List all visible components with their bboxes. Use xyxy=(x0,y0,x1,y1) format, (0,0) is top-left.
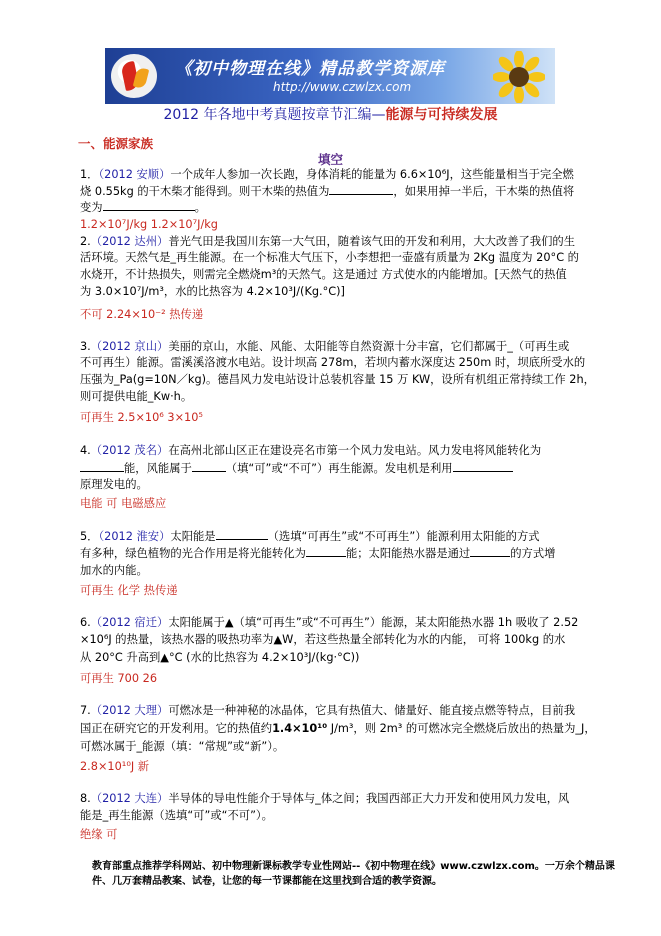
answer-blank[interactable] xyxy=(192,460,226,472)
footer-line-2: 件、几万套精品教案、试卷，让您的每一节课都能在这里找到合适的教学资源。 xyxy=(92,876,442,887)
question-5-line-2: 有多种，绿色植物的光合作用是将光能转化为 能；太阳能热水器是通过 的方式增 xyxy=(80,547,556,560)
question-4-line-1: 4.（2012 茂名）在高州北部山区正在建设亮名市第一个风力发电站。风力发电将风能转化为 xyxy=(80,444,542,457)
answer-blank[interactable] xyxy=(216,528,268,540)
answer-5: 可再生 化学 热传递 xyxy=(80,584,178,597)
subsection-heading: 填空 xyxy=(317,152,343,167)
answer-4: 电能 可 电磁感应 xyxy=(80,497,167,510)
header-banner xyxy=(105,48,555,104)
answer-blank[interactable] xyxy=(306,545,346,557)
question-6-line-3: 从 20°C 升高到▲°C (水的比热容为 4.2×10³J/(kg·°C)) xyxy=(80,651,360,664)
question-4-line-2: 能，风能属于 （填“可”或“不可”）再生能源。发电机是利用 xyxy=(80,460,513,477)
question-1-line-3: 变为 。 xyxy=(80,201,206,214)
answer-blank[interactable] xyxy=(103,199,195,211)
section-heading: 一、能源家族 xyxy=(78,136,154,151)
banner-url[interactable]: http://www.czwlzx.com xyxy=(273,80,412,94)
footer-line-1: 教育部重点推荐学科网站、初中物理新课标教学专业性网站--《初中物理在线》www.czwlzx.com。一万余个精品课 xyxy=(92,861,615,872)
answer-blank[interactable] xyxy=(470,545,510,557)
question-5-line-3: 加水的内能。 xyxy=(80,564,148,577)
question-8-line-1: 8.（2012 大连）半导体的导电性能介于导体与_体之间；我国西部正大力开发和使用风力发电，风 xyxy=(80,792,570,805)
question-7-line-2: 国正在研究它的开发利用。它的热值约1.4×10¹⁰ J/m³，则 2m³ 的可燃冰完全燃烧后放出的热量为_J， xyxy=(80,722,596,735)
question-1-line-2: 烧 0.55kg 的干木柴才能得到。则干木柴的热值为 ，如果用掉一半后，干木柴的热值将 xyxy=(80,185,575,198)
answer-blank[interactable] xyxy=(80,460,124,472)
site-logo xyxy=(111,54,157,98)
question-3-line-2: 不可再生）能源。雷溪溪洛渡水电站。设计坝高 278m，若坝内蓄水深度达 250m 时，坝底所受水的 xyxy=(80,356,586,369)
question-2-line-2: 活环境。天然气是_再生能源。在一个标准大气压下，小李想把一壶盛有质量为 2Kg 温度为 20°C 的 xyxy=(80,251,579,264)
question-6-line-2: ×10⁶J 的热量，该热水器的吸热功率为▲W，若这些热量全部转化为水的内能， 可将 100kg 的水 xyxy=(80,633,566,646)
question-1-line-1: 1．（2012 安顺）一个成年人参加一次长跑，身体消耗的能量为 6.6×10⁶J，这些能量相当于完全燃 xyxy=(80,168,574,181)
answer-6: 可再生 700 26 xyxy=(80,672,158,685)
question-3-line-3: 压强为_Pa(g=10N／kg)。德昌风力发电站设计总装机容量 15 万 KW，设所有机组正常持续工作 2h， xyxy=(80,373,595,386)
answer-8: 绝缘 可 xyxy=(80,828,118,841)
question-7-line-3: 可燃冰属于_能源（填：“常规”或“新”）。 xyxy=(80,740,285,753)
question-2-line-1: 2.（2012 达州）普光气田是我国川东第一大气田，随着该气田的开发和利用，大大改善了我们的生 xyxy=(80,235,576,248)
question-5-line-1: 5．（2012 淮安）太阳能是 （选填“可再生”或“不可再生”）能源利用太阳能的方式 xyxy=(80,530,540,543)
question-8-line-2: 能是_再生能源（选填“可”或“不可”）。 xyxy=(80,809,273,822)
answer-blank[interactable] xyxy=(329,183,393,195)
answer-2: 不可 2.24×10⁻² 热传递 xyxy=(80,308,204,321)
answer-1: 1.2×10⁷J/kg 1.2×10⁷J/kg xyxy=(80,218,218,231)
banner-title: 《初中物理在线》精品教学资源库 xyxy=(175,59,445,79)
sunflower-icon xyxy=(493,51,545,103)
page-title: 2012 年各地中考真题按章节汇编—能源与可持续发展 xyxy=(163,107,498,123)
question-6-line-1: 6.（2012 宿迁）太阳能属于▲（填“可再生”或“不可再生”）能源，某太阳能热水器 1h 吸收了 2.52 xyxy=(80,616,579,629)
answer-3: 可再生 2.5×10⁶ 3×10⁵ xyxy=(80,411,203,424)
answer-7: 2.8×10¹⁰J 新 xyxy=(80,760,150,773)
question-2-line-4: 为 3.0×10⁷J/m³，水的比热容为 4.2×10³J/(Kg.°C)] xyxy=(80,285,345,298)
question-2-line-3: 水烧开，不计热损失，则需完全燃烧m³的天然气。这是通过 方式使水的内能增加。[天然气的热值 xyxy=(80,268,567,281)
question-3-line-1: 3.（2012 京山）美丽的京山，水能、风能、太阳能等自然资源十分丰富，它们都属于_（可再生或 xyxy=(80,340,570,353)
question-4-line-3: 原理发电的。 xyxy=(80,478,148,491)
question-7-line-1: 7.（2012 大理）可燃冰是一种神秘的冰晶体，它具有热值大、储量好、能直接点燃等特点，目前我 xyxy=(80,704,576,717)
answer-blank[interactable] xyxy=(453,460,513,472)
question-3-line-4: 则可提供电能_Kw·h。 xyxy=(80,390,193,403)
